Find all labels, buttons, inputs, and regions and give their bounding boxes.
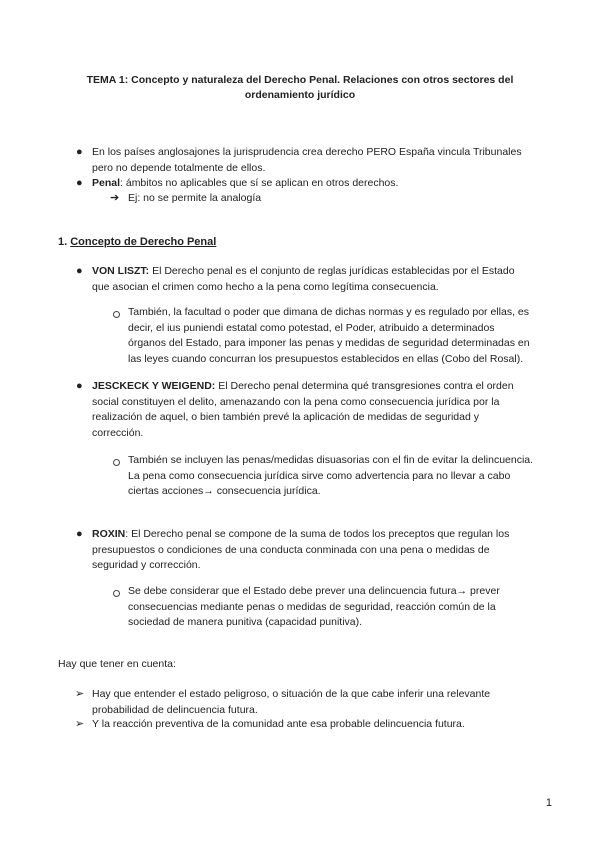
intro-bullet-1 (92, 145, 522, 176)
arrowhead-bullet-icon: ➢ (75, 718, 85, 730)
jescheck-sub-line-2: La pena como consecuencia jurídica sirve como advertencia para no llevar a cabo (128, 469, 511, 482)
jescheck-sub-line-1: También se incluyen las penas/medidas disuasorias con el fin de evitar la delincuencia. (128, 454, 534, 466)
penal-term: Penal (92, 177, 121, 189)
jescheck-line-4: corrección. (92, 426, 144, 439)
roxin-term: ROXIN (92, 528, 126, 540)
roxin-line-1: : El Derecho penal se compone de la suma de todos los preceptos que regulan los (125, 528, 510, 540)
bullet-dot: ● (76, 146, 83, 158)
vonliszt-line-1: El Derecho penal es el conjunto de reglas jurídicas establecidas por el Estado (149, 265, 515, 277)
circle-bullet-icon (113, 311, 120, 318)
title-line-2: ordenamiento jurídico (244, 89, 356, 101)
section-number: 1. (58, 236, 71, 248)
vonliszt-sub-line-2: decir, el ius puniendi estatal como potestad, el Poder, atribuido a determinados (128, 321, 495, 334)
jescheck-line-3: realización de aquel, o bien también prevé la aplicación de medidas de seguridad y (92, 411, 479, 423)
intro-bullet-1-line-1: En los países anglosajones la jurisprudencia crea derecho PERO España vincula Tribunales (92, 146, 522, 158)
jescheck-term: JESCKECK Y WEIGEND: (92, 380, 216, 392)
section-title: Concepto de Derecho Penal (70, 236, 217, 248)
roxin-sub-line-3: sociedad de manera punitiva (capacidad punitiva). (128, 616, 363, 628)
intro-bullet-2 (92, 176, 398, 192)
intro-bullet-1-line-2: pero no depende totalmente de ellos. (92, 161, 266, 174)
circle-bullet-icon (113, 590, 120, 597)
intro-sub-bullet: Ej: no se permite la analogía (128, 192, 262, 204)
circle-bullet-icon (113, 459, 120, 466)
document-title (60, 73, 540, 103)
arrowhead-bullet-icon: ➢ (75, 688, 85, 700)
vonliszt-definition (92, 264, 515, 295)
vonliszt-sub-line-3: órganos del Estado, para imponer las penas y medidas de seguridad determinadas en (128, 337, 530, 349)
closing-point-1 (92, 687, 490, 718)
title-line-1: TEMA 1: Concepto y naturaleza del Derecho Penal. Relaciones con otros sectores del (86, 74, 514, 86)
closing-point-2: Y la reacción preventiva de la comunidad ante esa probable delincuencia futura. (92, 718, 465, 730)
section-heading (58, 235, 216, 251)
bullet-dot: ● (76, 177, 83, 189)
roxin-line-2: presupuestos o condiciones de una conducta conminada con una pena o medidas de (92, 543, 490, 556)
jescheck-sub (128, 453, 533, 500)
roxin-sub-line-2: consecuencias mediante penas o medidas de seguridad, reacción común de la (128, 600, 496, 613)
bullet-dot: ● (76, 265, 83, 277)
bullet-dot: ● (76, 380, 83, 392)
closing-intro: Hay que tener en cuenta: (58, 658, 176, 670)
arrow-bullet-icon: ➔ (110, 192, 120, 204)
jescheck-line-2: social constituyen el delito, amenazando con la pena como consecuencia jurídica por la (92, 395, 500, 408)
roxin-line-3: seguridad y corrección. (92, 559, 201, 571)
jescheck-definition (92, 379, 514, 441)
closing-point-1-line-2: probabilidad de delincuencia futura. (92, 703, 258, 716)
roxin-definition (92, 527, 509, 574)
closing-point-1-line-1: Hay que entender el estado peligroso, o situación de la que cabe inferir una relevante (92, 688, 491, 700)
vonliszt-term: VON LISZT: (92, 265, 150, 277)
bullet-dot: ● (76, 528, 83, 540)
page-number: 1 (545, 797, 552, 809)
roxin-sub (128, 584, 500, 631)
vonliszt-sub (128, 305, 530, 367)
vonliszt-sub-line-4: las leyes cuando concurran los presupuestos establecidos en ellas (Cobo del Rosal). (128, 352, 524, 365)
vonliszt-line-2: que asocian el crimen como hecho a la pena como legítima consecuencia. (92, 280, 439, 293)
penal-description: : ámbitos no aplicables que sí se aplican en otros derechos. (120, 177, 399, 189)
jescheck-line-1: El Derecho penal determina qué transgresiones contra el orden (215, 380, 514, 392)
jescheck-sub-line-3: ciertas acciones→ consecuencia jurídica. (128, 485, 321, 497)
roxin-sub-line-1: Se debe considerar que el Estado debe prever una delincuencia futura→ prever (128, 585, 500, 597)
vonliszt-sub-line-1: También, la facultad o poder que dimana de dichas normas y es regulado por ellas, es (128, 306, 529, 318)
